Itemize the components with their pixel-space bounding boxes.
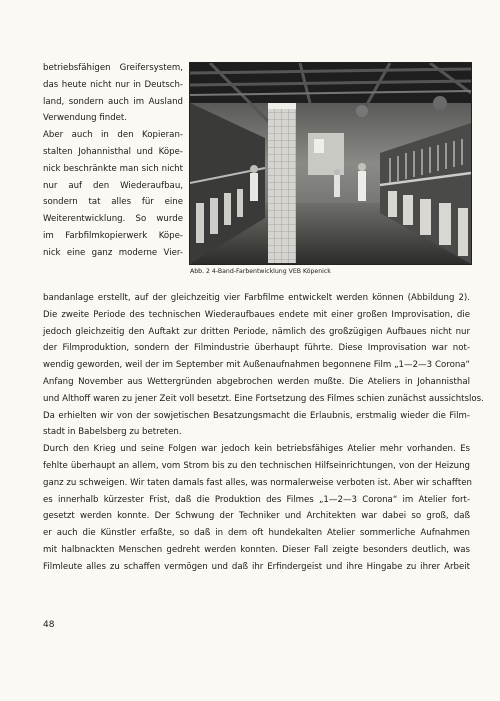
body-text bbox=[43, 290, 484, 576]
body-line: Anfang November aus Wettergründen abgebrochen werden mußte. Die Ateliers in Johannisthal bbox=[43, 376, 470, 387]
photo-illustration bbox=[190, 63, 471, 264]
column-line: stalten Johannisthal und Köpe- bbox=[43, 146, 183, 157]
column-line: Aber auch in den Kopieran- bbox=[43, 130, 183, 141]
narrow-text-column bbox=[43, 60, 183, 262]
column-line: nick beschränkte man sich nicht bbox=[43, 163, 183, 174]
column-line: im Farbfilmkopierwerk Köpe- bbox=[43, 230, 183, 241]
body-line: Die zweite Periode des technischen Wiederaufbaues endete mit einer großen Improvisation, die bbox=[43, 309, 470, 320]
body-line: der Filmproduktion, sondern der Filmindustrie überhaupt führte. Diese Improvisation war not- bbox=[43, 343, 470, 354]
body-line: mit halbnackten Menschen gedreht werden konnten. Dieser Fall zeigte besonders deutlich, was bbox=[43, 544, 470, 555]
column-line: land, sondern auch im Ausland bbox=[43, 96, 183, 107]
body-line: ganz zu schweigen. Wir taten damals fast alles, was normalerweise verboten ist. Aber wir schafften bbox=[43, 477, 472, 488]
body-line: er auch die Künstler erfaßte, so daß in dem oft hundekalten Atelier sommerliche Aufnahmen bbox=[43, 528, 470, 539]
body-line: bandanlage erstellt, auf der gleichzeitig vier Farbfilme entwickelt werden können (Abbildung 2). bbox=[43, 293, 470, 303]
body-line: Da erhielten wir von der sowjetischen Besatzungsmacht die Erlaubnis, erstmalig wieder die Film- bbox=[43, 410, 470, 421]
body-line: es innerhalb kürzester Frist, daß die Produktion des Filmes „1—2—3 Corona“ im Atelier fort- bbox=[43, 494, 470, 505]
column-line: sondern tat alles für eine bbox=[43, 197, 183, 208]
column-line: Weiterentwicklung. So wurde bbox=[43, 214, 183, 225]
body-line: jedoch gleichzeitig den Auftakt zur dritten Periode, nämlich des großzügigen Aufbaues nicht nur bbox=[43, 326, 470, 337]
column-line: nur auf den Wiederaufbau, bbox=[43, 180, 183, 191]
film-processing-photo bbox=[189, 62, 472, 265]
body-line: Durch den Krieg und seine Folgen war jedoch kein betriebsfähiges Atelier mehr vorhanden. Es bbox=[43, 444, 470, 455]
body-line: stadt in Babelsberg zu betreten. bbox=[43, 427, 182, 438]
column-line: das heute nicht nur in Deutsch- bbox=[43, 79, 183, 90]
page-number: 48 bbox=[43, 620, 55, 630]
body-line: Filmleute alles zu schaffen vermögen und daß ihr Erfindergeist und ihre Hingabe zu ihrer Arbeit bbox=[43, 561, 470, 572]
column-line: nick eine ganz moderne Vier- bbox=[43, 247, 183, 258]
column-line: Verwendung findet. bbox=[43, 113, 128, 124]
body-line: wendig geworden, weil der im September mit Außenaufnahmen begonnene Film „1—2—3 Corona“ bbox=[43, 360, 470, 371]
body-line: und Althoff waren zu jener Zeit voll besetzt. Eine Fortsetzung des Filmes schien zunächst aussichtslos. bbox=[43, 393, 484, 404]
figure-caption: Abb. 2 4-Band-Farbentwicklung VEB Köpenick bbox=[190, 268, 331, 275]
body-line: gesetzt werden konnte. Der Schwung der Techniker und Architekten war dabei so groß, daß bbox=[43, 511, 470, 522]
column-line: betriebsfähigen Greifersystem, bbox=[43, 63, 183, 73]
body-line: fehlte überhaupt an allem, vom Strom bis zu den technischen Hilfseinrichtungen, von der Heizung bbox=[43, 460, 470, 471]
